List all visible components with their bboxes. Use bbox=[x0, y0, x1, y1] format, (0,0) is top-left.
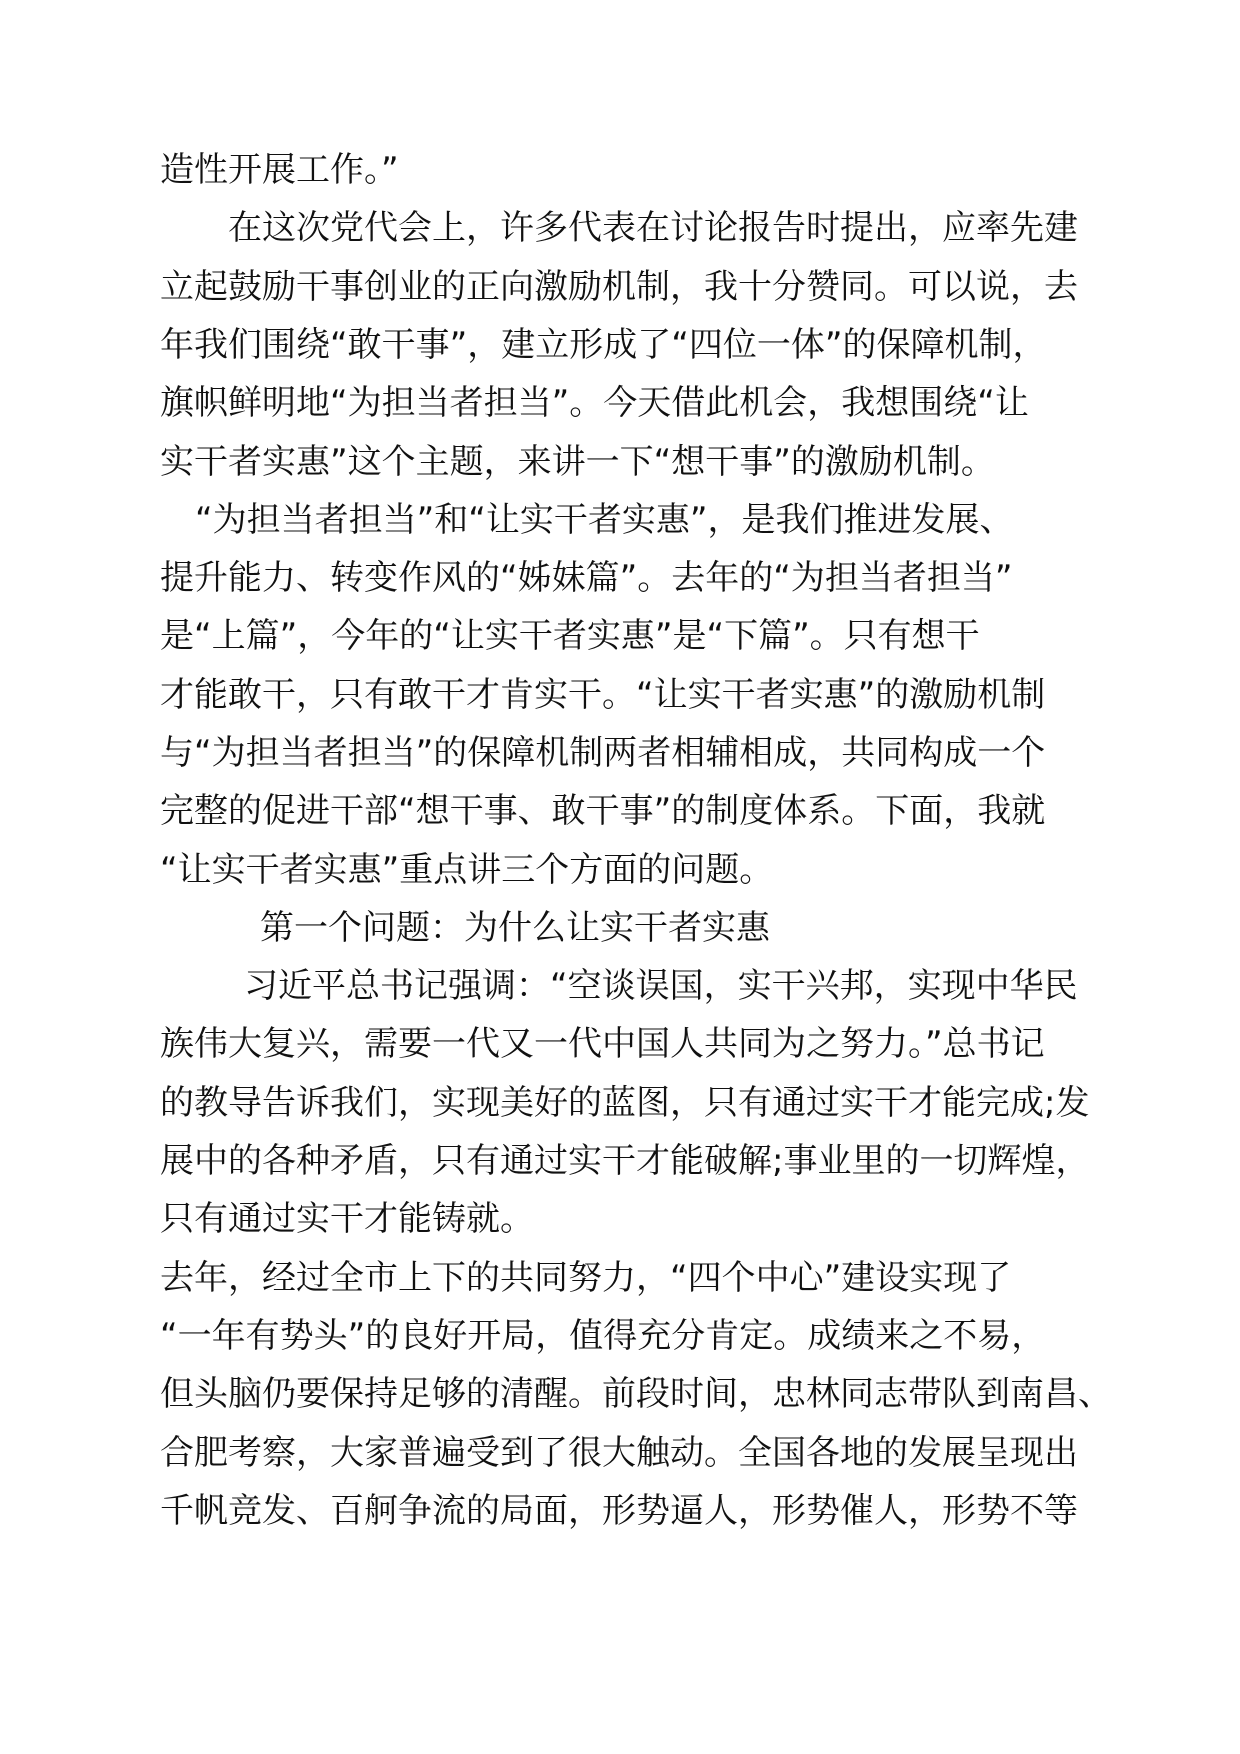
text-line: 合肥考察，大家普遍受到了很大触动。全国各地的发展呈现出 bbox=[160, 1433, 1078, 1473]
text-line: “一年有势头”的良好开局，值得充分肯定。成绩来之不易， bbox=[160, 1316, 1046, 1356]
text-line: 展中的各种矛盾，只有通过实干才能破解;事业里的一切辉煌， bbox=[160, 1141, 1090, 1181]
text-line: 的教导告诉我们，实现美好的蓝图，只有通过实干才能完成;发 bbox=[160, 1083, 1090, 1123]
text-line: 去年，经过全市上下的共同努力，“四个中心”建设实现了 bbox=[160, 1258, 1012, 1298]
text-line: “让实干者实惠”重点讲三个方面的问题。 bbox=[160, 850, 774, 890]
text-line: 提升能力、转变作风的“姊妹篇”。去年的“为担当者担当” bbox=[160, 558, 1013, 598]
text-line: 是“上篇”，今年的“让实干者实惠”是“下篇”。只有想干 bbox=[160, 616, 980, 656]
text-line: 只有通过实干才能铸就。 bbox=[160, 1199, 534, 1239]
text-line: 族伟大复兴，需要一代又一代中国人共同为之努力。”总书记 bbox=[160, 1024, 1045, 1064]
text-line: 年我们围绕“敢干事”，建立形成了“四位一体”的保障机制， bbox=[160, 325, 1047, 365]
text-line: 完整的促进干部“想干事、敢干事”的制度体系。下面，我就 bbox=[160, 791, 1046, 831]
text-line: “为担当者担当”和“让实干者实惠”，是我们推进发展、 bbox=[195, 500, 1014, 540]
text-line: 习近平总书记强调：“空谈误国，实干兴邦，实现中华民 bbox=[244, 966, 1078, 1006]
text-line: 旗帜鲜明地“为担当者担当”。今天借此机会，我想围绕“让 bbox=[160, 383, 1029, 423]
text-line: 在这次党代会上，许多代表在讨论报告时提出，应率先建 bbox=[228, 208, 1078, 248]
text-line: 千帆竞发、百舸争流的局面，形势逼人，形势催人，形势不等 bbox=[160, 1491, 1078, 1531]
text-line: 与“为担当者担当”的保障机制两者相辅相成，共同构成一个 bbox=[160, 733, 1046, 773]
text-line: 实干者实惠”这个主题，来讲一下“想干事”的激励机制。 bbox=[160, 442, 995, 482]
text-line: 才能敢干，只有敢干才肯实干。“让实干者实惠”的激励机制 bbox=[160, 675, 1046, 715]
text-line: 立起鼓励干事创业的正向激励机制，我十分赞同。可以说，去 bbox=[160, 267, 1078, 307]
section-heading: 第一个问题：为什么让实干者实惠 bbox=[260, 908, 770, 948]
text-line: 造性开展工作。” bbox=[160, 150, 399, 190]
text-line: 但头脑仍要保持足够的清醒。前段时间，忠林同志带队到南昌、 bbox=[160, 1374, 1112, 1414]
